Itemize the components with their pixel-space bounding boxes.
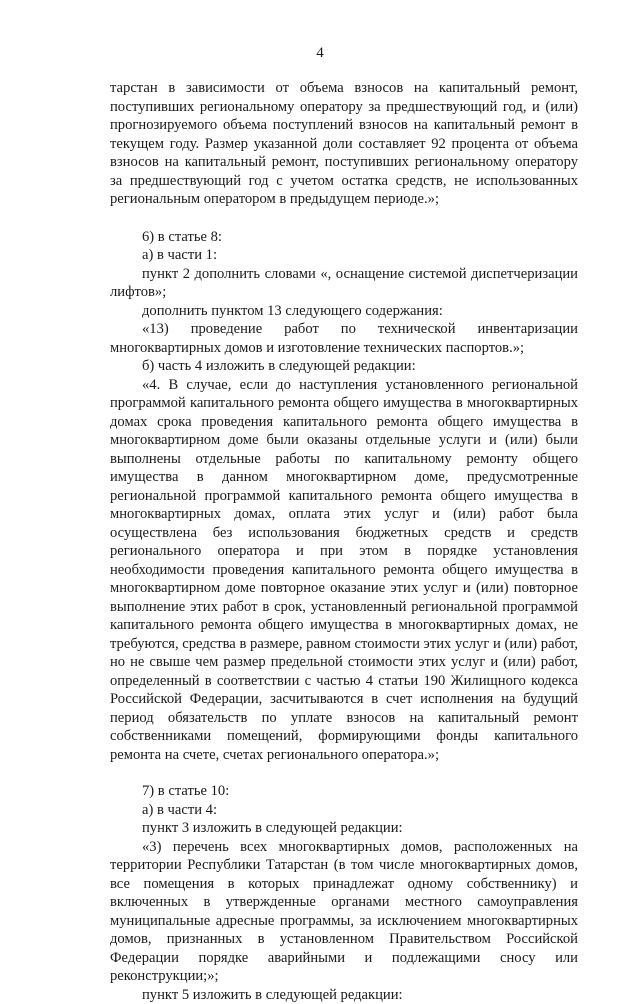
paragraph-amend-point-2: пункт 2 дополнить словами «, оснащение системой диспетчеризации лифтов»; xyxy=(110,265,578,302)
paragraph-add-point-13: дополнить пунктом 13 следующего содержания: xyxy=(110,302,578,321)
paragraph-item-7: 7) в статье 10: xyxy=(110,782,578,801)
document-body xyxy=(110,79,578,1004)
paragraph-item-6: 6) в статье 8: xyxy=(110,228,578,247)
paragraph-item-6a: а) в части 1: xyxy=(110,246,578,265)
paragraph-point-3-text: «3) перечень всех многоквартирных домов, расположенных на территории Республики Татарстан (в том числе многоквартирных домов, все помещения в которых принадлежат одному собственнику) и включенных в утвержденные органами местного самоуправления муниципальные адресные программы, за исключением многоквартирных домов, признанных в установленном Правительством Российской Федерации порядке аварийными и подлежащими сносу или реконструкции;»; xyxy=(110,838,578,986)
page-number: 4 xyxy=(0,44,640,63)
paragraph-item-7a: а) в части 4: xyxy=(110,801,578,820)
paragraph-item-6b: б) часть 4 изложить в следующей редакции: xyxy=(110,357,578,376)
paragraph-continuation: тарстан в зависимости от объема взносов на капитальный ремонт, поступивших региональному оператору за предшествующий год, и (или) прогнозируемого объема поступлений взносов на капитальный ремонт в текущем году. Размер указанной доли составляет 92 процента от объема взносов на капитальный ремонт, поступивших региональному оператору за предшествующий год с учетом остатка средств, не использованных региональным оператором в предыдущем периоде.»; xyxy=(110,79,578,209)
paragraph-point-3-heading: пункт 3 изложить в следующей редакции: xyxy=(110,819,578,838)
paragraph-part-4-text: «4. В случае, если до наступления установленного региональной программой капитального ремонта общего имущества в многоквартирных домах срока проведения капитального ремонта общего имущества в многоквартирном доме были оказаны отдельные услуги и (или) были выполнены отдельные работы по капитальному ремонту общего имущества в данном многоквартирном доме, предусмотренные региональной программой капитального ремонта общего имущества в многоквартирных домах, оплата этих услуг и (или) работ была осуществлена без использования бюджетных средств и средств регионального оператора и при этом в порядке установления необходимости проведения капитального ремонта общего имущества в многоквартирном доме повторное оказание этих услуг и (или) повторное выполнение этих работ в срок, установленный региональной программой капитального ремонта общего имущества в многоквартирных домах, не требуются, средства в размере, равном стоимости этих услуг и (или) работ, но не свыше чем размер предельной стоимости этих услуг и (или) работ, определенный в соответствии с частью 4 статьи 190 Жилищного кодекса Российской Федерации, засчитываются в счет исполнения на будущий период обязательств по уплате взносов на капитальный ремонт собственниками помещений, формирующими фонды капитального ремонта на счете, счетах регионального оператора.»; xyxy=(110,376,578,765)
paragraph-point-5-heading: пункт 5 изложить в следующей редакции: xyxy=(110,986,578,1004)
paragraph-point-13-text: «13) проведение работ по технической инвентаризации многоквартирных домов и изготовление технических паспортов.»; xyxy=(110,320,578,357)
